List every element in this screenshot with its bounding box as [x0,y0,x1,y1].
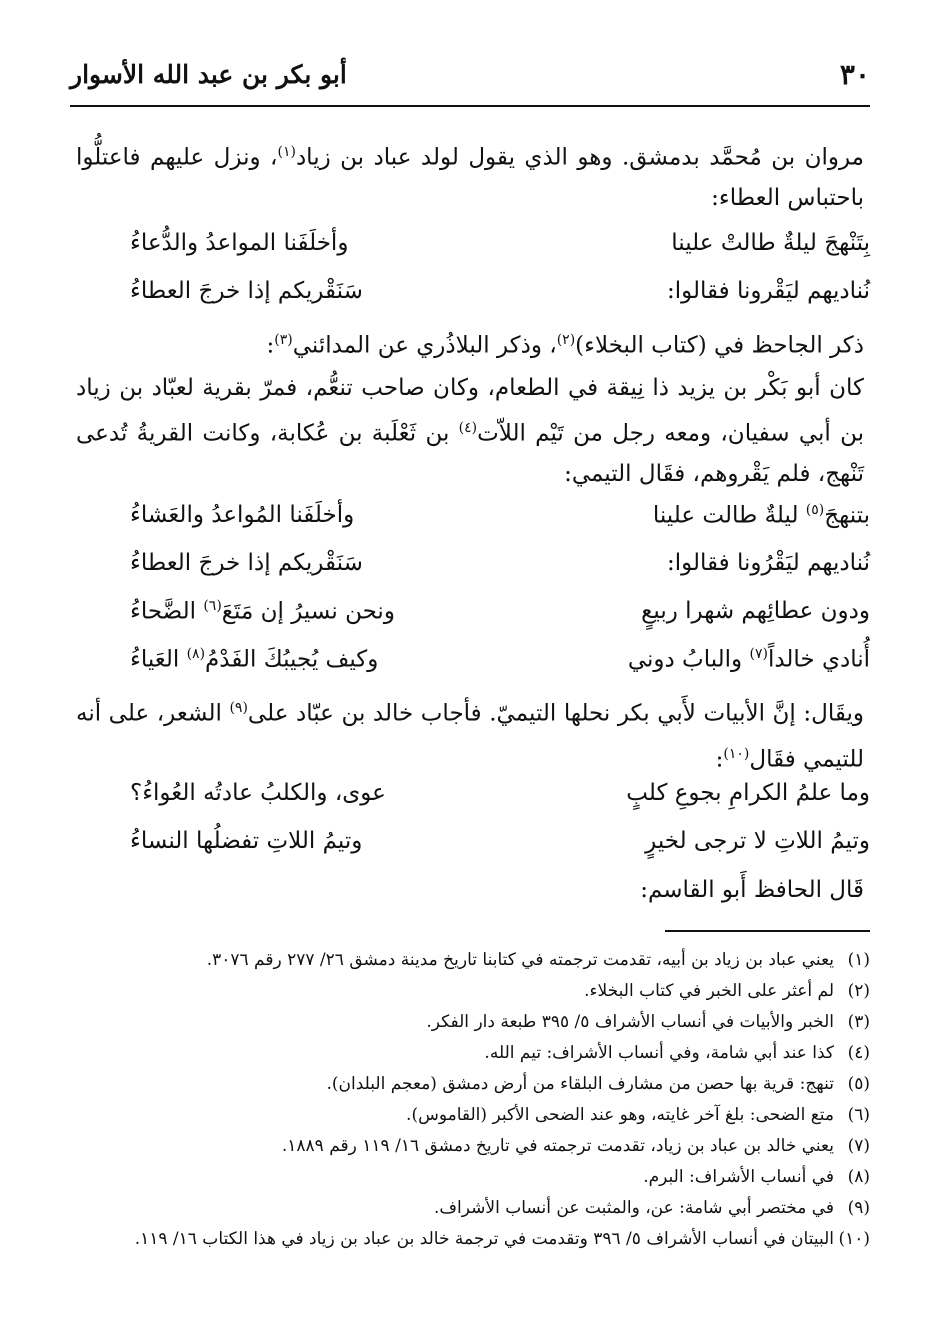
paragraph-text: مروان بن مُحمَّد بدمشق. وهو الذي يقول لولد عباد بن زياد [295,144,864,171]
verse-second-hemistich: وأخلَفَنا المواعدُ والدُّعاءُ [130,230,349,256]
paragraph-reply [76,688,864,779]
paragraph-text: ، وذكر البلاذُري عن المدائني [292,332,557,359]
footnote-ref: (٧) [749,646,768,662]
verse-text: بتنهجَ [824,502,870,529]
footnote-text: يعني خالد بن عباد بن زياد، تقدمت ترجمته في تاريخ دمشق ١٦/ ١١٩ رقم ١٨٨٩. [281,1136,834,1156]
footnote [70,976,870,1006]
footnote [70,945,870,975]
page-number: ٣٠ [839,58,870,91]
footnote-number: (٥) [847,1074,870,1094]
verse-line [70,646,870,690]
paragraph-text: قَال الحافظ أَبو القاسم: [640,877,864,903]
footnote-text: البيتان في أنساب الأشراف ٥/ ٣٩٦ وتقدمت في ترجمة خالد بن عباد بن زياد في هذا الكتاب ١٦/ ١١٩. [134,1229,834,1249]
footnote-text: كذا عند أبي شامة، وفي أنساب الأشراف: تيم الله. [484,1043,834,1063]
footnote-number: (٩) [847,1198,870,1218]
footnote-text: الخبر والأبيات في أنساب الأشراف ٥/ ٣٩٥ طبعة دار الفكر. [426,1012,834,1032]
verse-second-hemistich [130,550,460,576]
verse-second-hemistich [130,598,460,625]
paragraph-text: : [266,332,275,359]
verse-text: سَنَقْريكم إذا خرجَ العطاءُ [130,550,363,576]
footnote-ref: (٢) [556,332,576,348]
verse-second-hemistich [130,502,460,528]
footnote [70,1007,870,1037]
paragraph-story [76,368,864,494]
footnote-number: (٨) [847,1167,870,1187]
footnote-ref: (١٠) [723,745,750,762]
paragraph-source [76,320,864,366]
paragraph-text: بن ثَعْلَبة بن عُكابة، وكانت القريةُ تُدعى تَنْهج، فلم يَقْروهم، فقَال التيمي: [76,420,864,487]
paragraph-intro [76,132,864,218]
footnote-rule [665,930,870,932]
paragraph-text: الشعر، على أنه للتيمي فقَال [76,700,864,773]
verse-first-hemistich: نُناديهم ليَقْرونا فقالوا: [667,278,870,304]
verse-first-hemistich [460,598,870,624]
footnote-text: تنهج: قرية بها حصن من مشارف البلقاء من أرض دمشق (معجم البلدان). [326,1074,834,1094]
verse-first-hemistich: بِتَنْهجَ ليلةٌ طالتْ علينا [671,230,870,256]
footnote-text: في مختصر أبي شامة: عن، والمثبت عن أنساب الأشراف. [434,1198,834,1218]
verse-text: وكيف يُجيبُكَ الفَدْمُ [205,646,379,673]
page-header [70,52,870,102]
paragraph-text: ويقَال: إنَّ الأبيات لأَبي بكر نحلها التيميّ. فأجاب خالد بن عبّاد على [247,700,864,727]
paragraph-text: كان أبو بَكْر بن يزيد ذا نِيقة في الطعام، وكان صاحب تنعُّم، فمرّ بقرية لعبّاد بن زياد بن أبي سفيان، ومعه رجل من تَيْم اللاّت [76,375,864,447]
paragraph-text: ، ونزل عليهم فاعتلُّوا باحتباس العطاء: [76,144,864,211]
footnote-ref: (٥) [805,502,825,518]
footnote-number: (١) [847,950,870,970]
footnote-ref: (٣) [274,332,293,348]
verse-second-hemistich: وتيمُ اللاتِ تفضلُها النساءُ [130,828,363,854]
paragraph-closing [76,870,864,910]
verse-first-hemistich [460,646,870,673]
verse-second-hemistich: عوى، والكلبُ عادتُه العُواءُ؟ [130,780,386,806]
footnote-ref: (٩) [229,700,248,716]
footnote-number: (٦) [847,1105,870,1125]
footnote-text: في أنساب الأشراف: البرم. [643,1167,834,1187]
footnote-ref: (٤) [458,420,478,436]
footnote-text: لم أعثر على الخبر في كتاب البخلاء. [584,981,834,1001]
footnote-number: (١٠) [838,1229,870,1249]
verse-line [70,230,870,274]
footnote-text: متع الضحى: بلغ آخر غايته، وهو عند الضحى الأكبر (القاموس). [406,1105,834,1125]
header-rule [70,105,870,107]
verse-text: ليلةٌ طالت علينا [652,502,806,529]
verse-text: أُنادي خالداً [767,646,870,673]
verse-second-hemistich [130,646,460,673]
paragraph-text: ذكر الجاحظ في (كتاب البخلاء) [575,332,864,359]
running-title: أبو بكر بن عبد الله الأسوار [70,60,347,89]
footnote-number: (٤) [847,1043,870,1063]
verse-text: ودون عطائِهم شهرا ربيعٍ [641,598,870,624]
verse-line [70,278,870,322]
footnote [70,1224,870,1254]
footnote-ref: (٦) [203,598,222,614]
footnote [70,1193,870,1223]
footnote [70,1069,870,1099]
verse-line [70,598,870,642]
verse-line [70,502,870,546]
verse-line [70,550,870,594]
verse-first-hemistich [460,550,870,576]
footnote-number: (٢) [847,981,870,1001]
verse-text: وأخلَفَنا المُواعدُ والعَشاءُ [130,502,355,528]
footnote-ref: (٨) [186,646,206,662]
verse-text: نُناديهم ليَقْرُونا فقالوا: [667,550,870,576]
verse-text: الضَّحاءُ [130,598,204,625]
verse-first-hemistich: وتيمُ اللاتِ لا ترجى لخيرٍ [645,828,870,854]
footnote [70,1162,870,1192]
footnote-text: يعني عباد بن زياد بن أبيه، تقدمت ترجمته في كتابنا تاريخ مدينة دمشق ٢٦/ ٢٧٧ رقم ٣٠٧٦. [206,950,834,970]
footnote-ref: (١) [277,144,296,160]
verse-line [70,780,870,824]
verse-text: ونحن نسيرُ إن مَتَعَ [221,598,395,625]
footnote [70,1038,870,1068]
paragraph-text: : [715,746,724,773]
footnote [70,1131,870,1161]
verse-first-hemistich: وما علمُ الكرامِ بجوعِ كلبٍ [626,780,870,806]
footnote-number: (٧) [847,1136,870,1156]
verse-first-hemistich [460,502,870,529]
verse-text: والبابُ دوني [627,646,750,673]
verse-line [70,828,870,872]
footnote [70,1100,870,1130]
verse-second-hemistich: سَنَقْريكم إذا خرجَ العطاءُ [130,278,363,304]
verse-text: العَياءُ [130,646,187,673]
footnote-number: (٣) [847,1012,870,1032]
